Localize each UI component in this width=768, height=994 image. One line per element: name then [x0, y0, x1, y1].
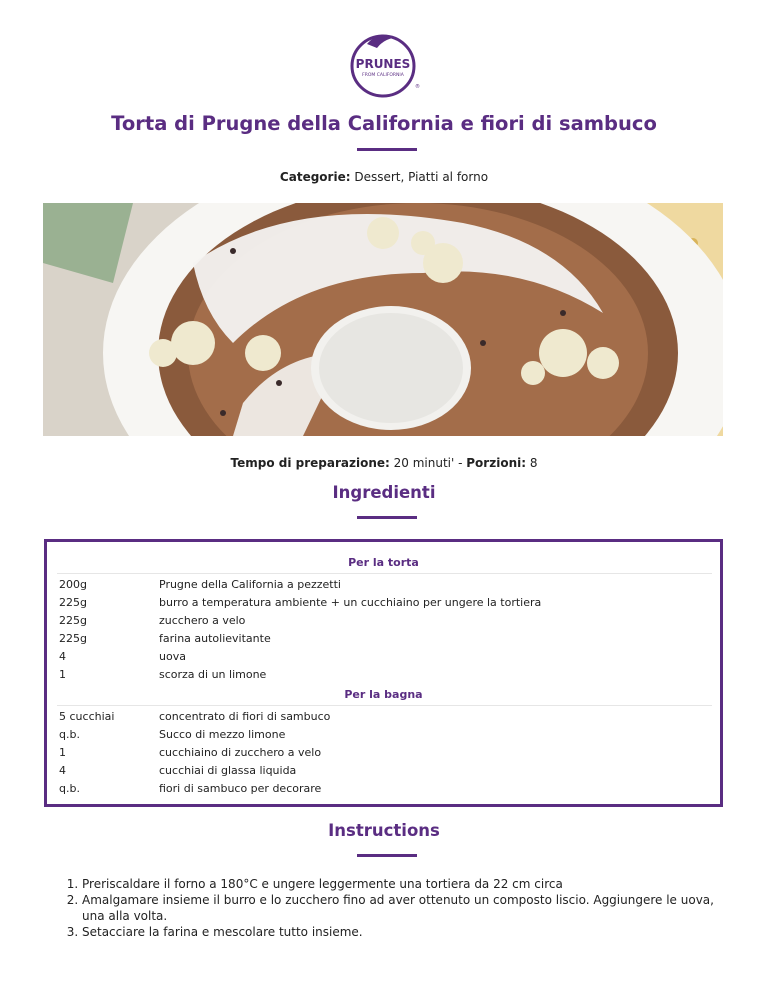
ingredient-qty: q.b. — [59, 782, 80, 795]
prep-time-value: 20 minuti' - — [389, 456, 467, 470]
ingredient-desc: Succo di mezzo limone — [159, 728, 286, 741]
ingredient-qty: 225g — [59, 596, 87, 609]
section-title: Per la torta — [348, 556, 419, 569]
instructions-heading: Instructions — [328, 821, 440, 840]
ingredient-desc: cucchiaino di zucchero a velo — [159, 746, 322, 759]
ingredient-desc: cucchiai di glassa liquida — [159, 764, 297, 777]
ingredient-desc: zucchero a velo — [159, 614, 246, 627]
logo-sub: FROM CALIFORNIA — [362, 73, 404, 78]
page-title: Torta di Prugne della California e fiori di sambuco — [111, 112, 657, 135]
ingredient-qty: 225g — [59, 614, 87, 627]
ingredient-desc: concentrato di fiori di sambuco — [159, 710, 331, 723]
recipe-photo — [43, 203, 723, 436]
ingredient-qty: 200g — [59, 578, 87, 591]
section-separator — [57, 705, 712, 706]
servings-value: 8 — [526, 456, 538, 470]
prep-time-label: Tempo di preparazione: — [230, 456, 390, 470]
recipe-meta — [0, 456, 768, 470]
ingredient-desc: Prugne della California a pezzetti — [159, 578, 341, 591]
ingredient-qty: 225g — [59, 632, 87, 645]
categories-value: Dessert, Piatti al forno — [350, 170, 489, 184]
instruction-step: 3. Setacciare la farina e mescolare tutto insieme. — [82, 924, 730, 940]
categories — [0, 170, 768, 184]
servings-label: Porzioni: — [466, 456, 527, 470]
ingredient-qty: 4 — [59, 650, 66, 663]
instruction-step: 1. Preriscaldare il forno a 180°C e ungere leggermente una tortiera da 22 cm circa — [82, 876, 730, 892]
logo-brand: PRUNES — [355, 57, 411, 71]
ingredient-qty: 4 — [59, 764, 66, 777]
instructions-divider — [357, 854, 417, 857]
cake-illustration — [43, 203, 723, 436]
ingredients-divider — [357, 516, 417, 519]
section-title: Per la bagna — [344, 688, 423, 701]
ingredient-desc: farina autolievitante — [159, 632, 271, 645]
logo-registered: ® — [415, 84, 420, 90]
ingredients-box — [44, 539, 723, 807]
instructions-list — [58, 876, 730, 940]
prunes-logo — [343, 30, 425, 100]
ingredient-qty: 1 — [59, 668, 66, 681]
ingredient-desc: scorza di un limone — [159, 668, 267, 681]
ingredient-desc: fiori di sambuco per decorare — [159, 782, 322, 795]
ingredient-qty: 5 cucchiai — [59, 710, 115, 723]
ingredient-desc: burro a temperatura ambiente + un cucchiaino per ungere la tortiera — [159, 596, 542, 609]
instruction-step: 2. Amalgamare insieme il burro e lo zucchero fino ad aver ottenuto un composto liscio. Aggiungere le uova, una alla volta. — [82, 892, 730, 924]
section-separator — [57, 573, 712, 574]
ingredient-qty: q.b. — [59, 728, 80, 741]
categories-label: Categorie: — [279, 170, 351, 184]
ingredients-heading: Ingredienti — [332, 483, 436, 502]
ingredient-qty: 1 — [59, 746, 66, 759]
ingredient-desc: uova — [159, 650, 186, 663]
title-divider — [357, 148, 417, 151]
